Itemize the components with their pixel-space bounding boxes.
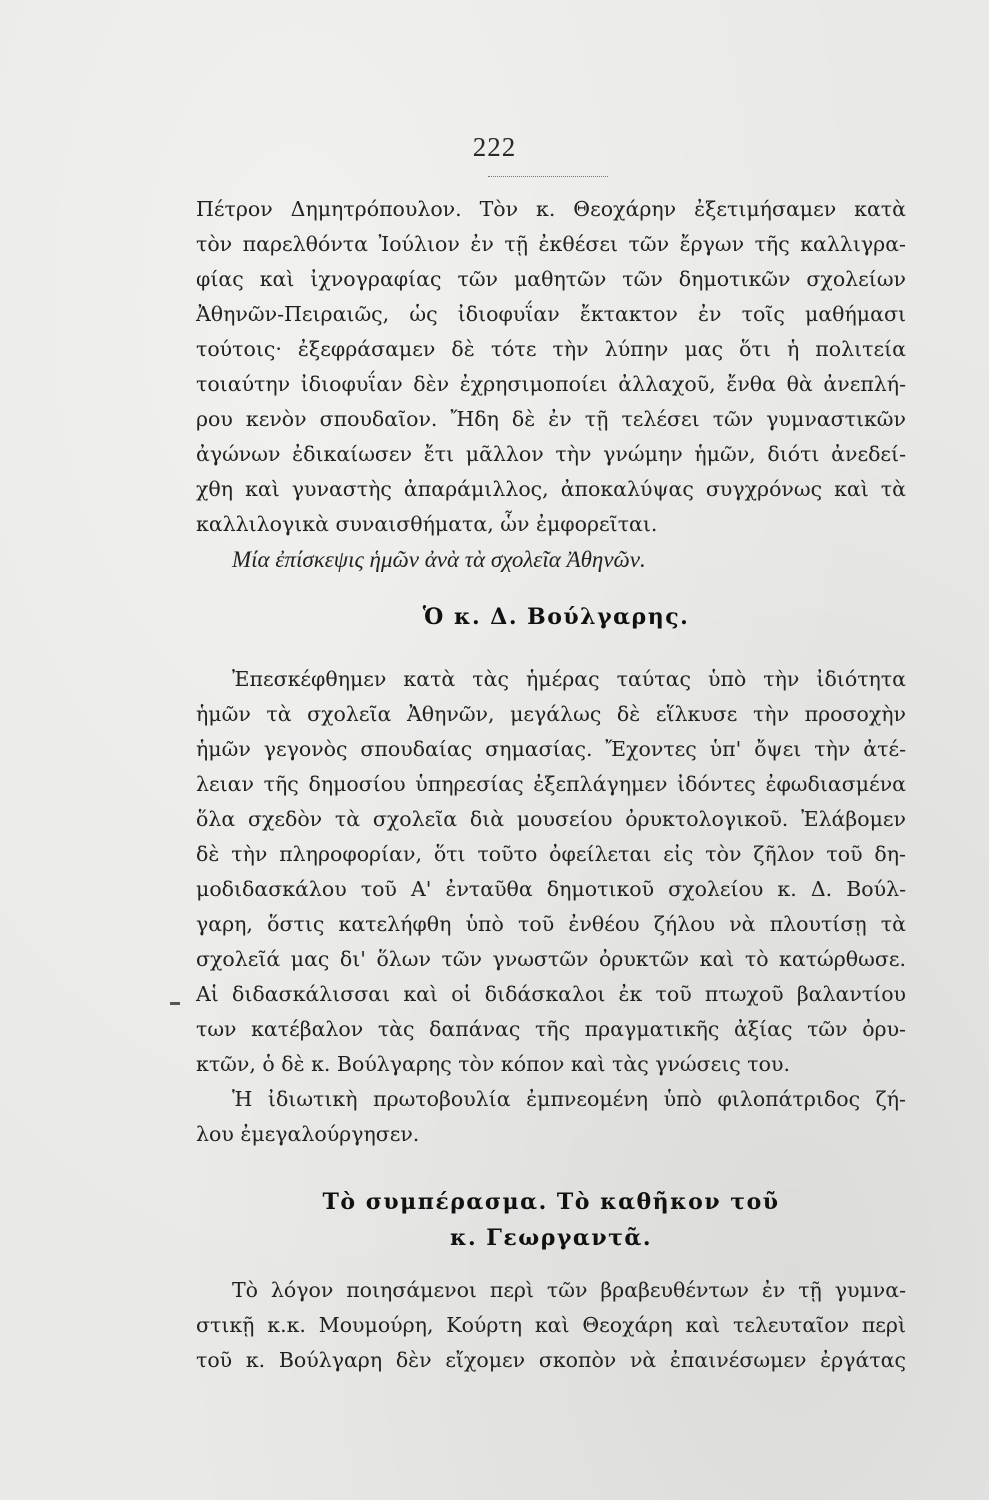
text-line: δὲ τὴν πληροφορίαν, ὅτι τοῦτο ὀφείλεται εἰς τὸν ζῆλον τοῦ δη-: [196, 842, 906, 866]
text-line: λου ἐμεγαλούργησεν.: [196, 1122, 420, 1146]
paragraph: [196, 1273, 906, 1378]
text-line: ρου κενὸν σπουδαῖον. Ἤδη δὲ ἐν τῇ τελέσει τῶν γυμναστικῶν: [196, 407, 906, 431]
text-line: τὸν παρελθόντα Ἰούλιον ἐν τῇ ἐκθέσει τῶν ἔργων τῆς καλλιγρα-: [196, 232, 906, 256]
text-line: ἀγώνων ἐδικαίωσεν ἔτι μᾶλλον τὴν γνώμην ἡμῶν, διότι ἀνεδεί-: [196, 442, 906, 466]
paragraph: [196, 192, 906, 542]
text-line: ὅλα σχεδὸν τὰ σχολεῖα διὰ μουσείου ὀρυκτολογικοῦ. Ἐλάβομεν: [196, 807, 906, 831]
text-line: Τὸ λόγον ποιησάμενοι περὶ τῶν βραβευθέντων ἐν τῇ γυμνα-: [232, 1278, 906, 1302]
text-line: ἡμῶν τὰ σχολεῖα Ἀθηνῶν, μεγάλως δὲ εἵλκυσε τὴν προσοχὴν: [196, 702, 906, 726]
text-line: καλλιλογικὰ συναισθήματα, ὧν ἐμφορεῖται.: [196, 512, 658, 536]
text-line: Αἱ διδασκάλισσαι καὶ οἱ διδάσκαλοι ἐκ τοῦ πτωχοῦ βαλαντίου: [196, 982, 906, 1006]
section-heading-continued: κ. Γεωργαντᾶ.: [450, 1225, 652, 1251]
italic-subtitle: Μία ἐπίσκεψις ἡμῶν ἀνὰ τὰ σχολεῖα Ἀθηνῶν.: [232, 547, 646, 572]
text-line: τούτοις· ἐξεφράσαμεν δὲ τότε τὴν λύπην μας ὅτι ἡ πολιτεία: [196, 337, 906, 361]
text-line: τοιαύτην ἰδιοφυΐαν δὲν ἐχρησιμοποίει ἀλλαχοῦ, ἔνθα θὰ ἀνεπλή-: [196, 372, 906, 396]
page-number-rule: [488, 176, 608, 177]
section-heading: Ὁ κ. Δ. Βούλγαρης.: [422, 604, 690, 630]
text-line: τοῦ κ. Βούλγαρη δὲν εἴχομεν σκοπὸν νὰ ἐπαινέσωμεν ἐργάτας: [196, 1348, 906, 1372]
section-heading: Τὸ συμπέρασμα. Τὸ καθῆκον τοῦ: [322, 1189, 780, 1215]
text-line: λειαν τῆς δημοσίου ὑπηρεσίας ἐξεπλάγημεν ἰδόντες ἐφωδιασμένα: [196, 772, 906, 796]
page-number: 222: [472, 132, 517, 162]
text-line: χθη καὶ γυναστὴς ἀπαράμιλλος, ἀποκαλύψας συγχρόνως καὶ τὰ: [196, 477, 906, 501]
text-line: σχολεῖά μας δι' ὅλων τῶν γνωστῶν ὀρυκτῶν καὶ τὸ κατώρθωσε.: [196, 947, 906, 971]
text-line: κτῶν, ὁ δὲ κ. Βούλγαρης τὸν κόπον καὶ τὰς γνώσεις του.: [196, 1052, 790, 1076]
text-line: Ἀθηνῶν-Πειραιῶς, ὡς ἰδιοφυΐαν ἔκτακτον ἐν τοῖς μαθήμασι: [196, 302, 906, 326]
text-line: μοδιδασκάλου τοῦ Α' ἐνταῦθα δημοτικοῦ σχολείου κ. Δ. Βούλ-: [196, 877, 906, 901]
text-line: Πέτρον Δημητρόπουλον. Τὸν κ. Θεοχάρην ἐξετιμήσαμεν κατὰ: [196, 197, 906, 221]
margin-mark: [170, 1002, 180, 1005]
text-line: ἡμῶν γεγονὸς σπουδαίας σημασίας. Ἔχοντες ὑπ' ὄψει τὴν ἀτέ-: [196, 737, 906, 761]
paragraph: [196, 662, 906, 1082]
text-line: στικῇ κ.κ. Μουμούρη, Κούρτη καὶ Θεοχάρη καὶ τελευταῖον περὶ: [196, 1313, 906, 1337]
text-line: Ἡ ἰδιωτικὴ πρωτοβουλία ἐμπνεομένη ὑπὸ φιλοπάτριδος ζή-: [232, 1087, 906, 1111]
body-text: [196, 192, 906, 1378]
paragraph: [196, 1082, 906, 1152]
text-line: Ἐπεσκέφθημεν κατὰ τὰς ἡμέρας ταύτας ὑπὸ τὴν ἰδιότητα: [232, 667, 906, 691]
text-line: των κατέβαλον τὰς δαπάνας τῆς πραγματικῆς ἀξίας τῶν ὀρυ-: [196, 1017, 906, 1041]
text-line: φίας καὶ ἰχνογραφίας τῶν μαθητῶν τῶν δημοτικῶν σχολείων: [196, 267, 906, 291]
text-line: γαρη, ὅστις κατελήφθη ὑπὸ τοῦ ἐνθέου ζήλου νὰ πλουτίσῃ τὰ: [196, 912, 906, 936]
